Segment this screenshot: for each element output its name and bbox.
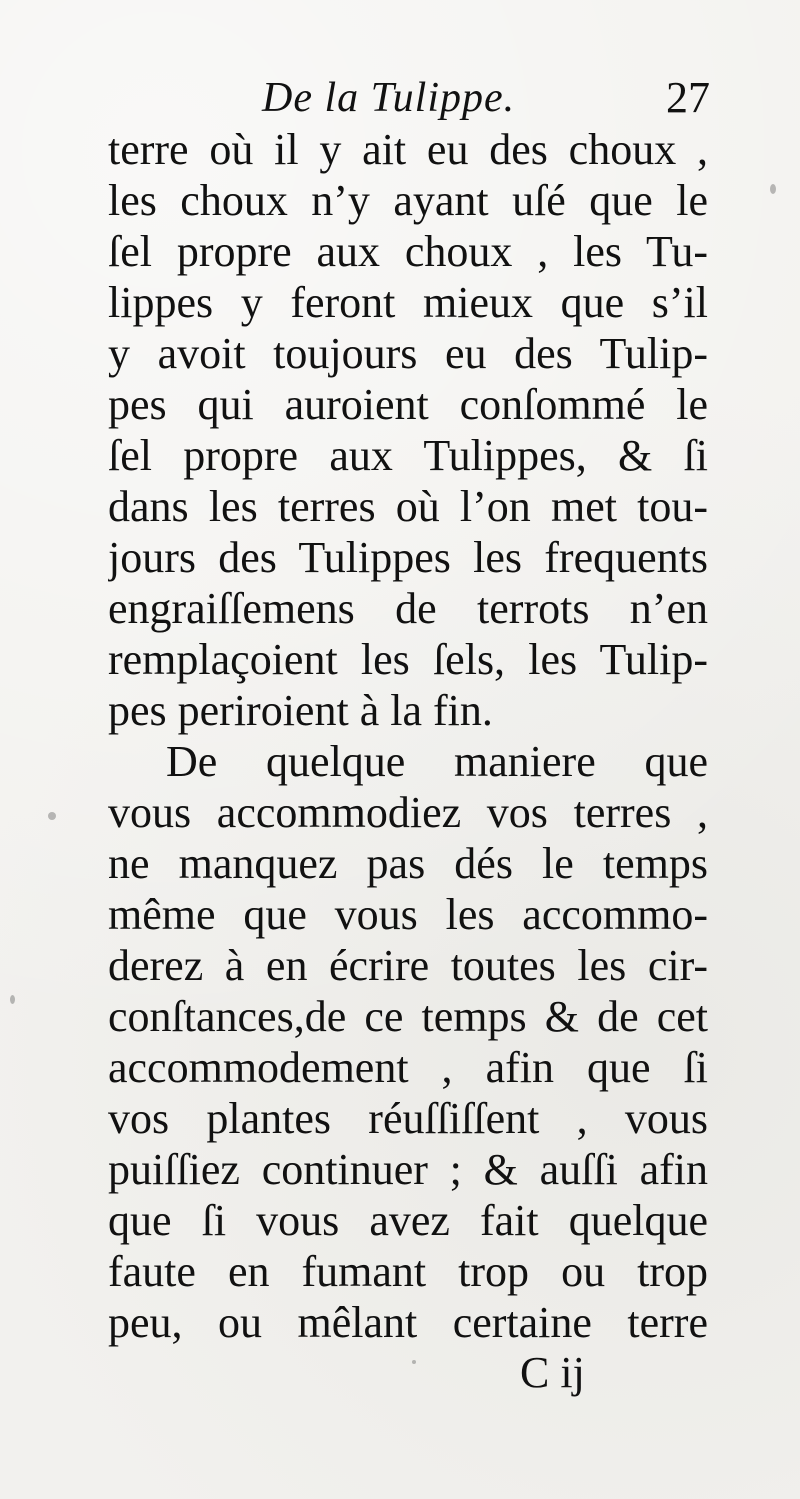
text-line: y avoit toujours eu des Tulip- [108, 329, 708, 378]
text-line: même que vous les accommo- [108, 890, 708, 939]
text-line: que ſi vous avez fait quelque [108, 1196, 708, 1245]
text-line: De quelque maniere que [166, 737, 708, 786]
text-line: dans les terres où l’on met tou- [108, 482, 708, 531]
text-line: vos plantes réuſſiſſent , vous [108, 1094, 708, 1143]
paper-speck [412, 1360, 416, 1364]
text-line: engraiſſemens de terrots n’en [108, 584, 708, 633]
signature-mark: C ij [520, 1348, 585, 1397]
text-line: lippes y feront mieux que s’il [108, 278, 708, 327]
text-line: peu, ou mêlant certaine terre [108, 1298, 708, 1347]
text-line: pes qui auroient conſommé le [108, 380, 708, 429]
text-line: faute en fumant trop ou trop [108, 1247, 708, 1296]
text-line: jours des Tulippes les frequents [108, 533, 708, 582]
paper-speck [770, 184, 776, 194]
text-line: remplaçoient les ſels, les Tulip- [108, 635, 708, 684]
page-number: 27 [666, 73, 710, 122]
text-line: derez à en écrire toutes les cir- [108, 941, 708, 990]
text-line: terre où il y ait eu des choux , [108, 125, 708, 174]
text-line: conſtances,de ce temps & de cet [108, 992, 708, 1041]
page-header [250, 72, 710, 128]
text-line: les choux n’y ayant uſé que le [108, 176, 708, 225]
text-line: accommodement , afin que ſi [108, 1043, 708, 1092]
text-line: pes periroient à la fin. [108, 686, 493, 735]
running-title: De la Tulippe. [262, 75, 516, 121]
paper-speck [10, 995, 15, 1004]
text-line: vous accommodiez vos terres , [108, 788, 708, 837]
text-line: ſel propre aux choux , les Tu- [108, 227, 708, 276]
paper-speck [48, 812, 56, 820]
text-line: ne manquez pas dés le temps [108, 839, 708, 888]
body-text [108, 124, 708, 1354]
text-line: puiſſiez continuer ; & auſſi afin [108, 1145, 708, 1194]
text-line: ſel propre aux Tulippes, & ſi [108, 431, 708, 480]
